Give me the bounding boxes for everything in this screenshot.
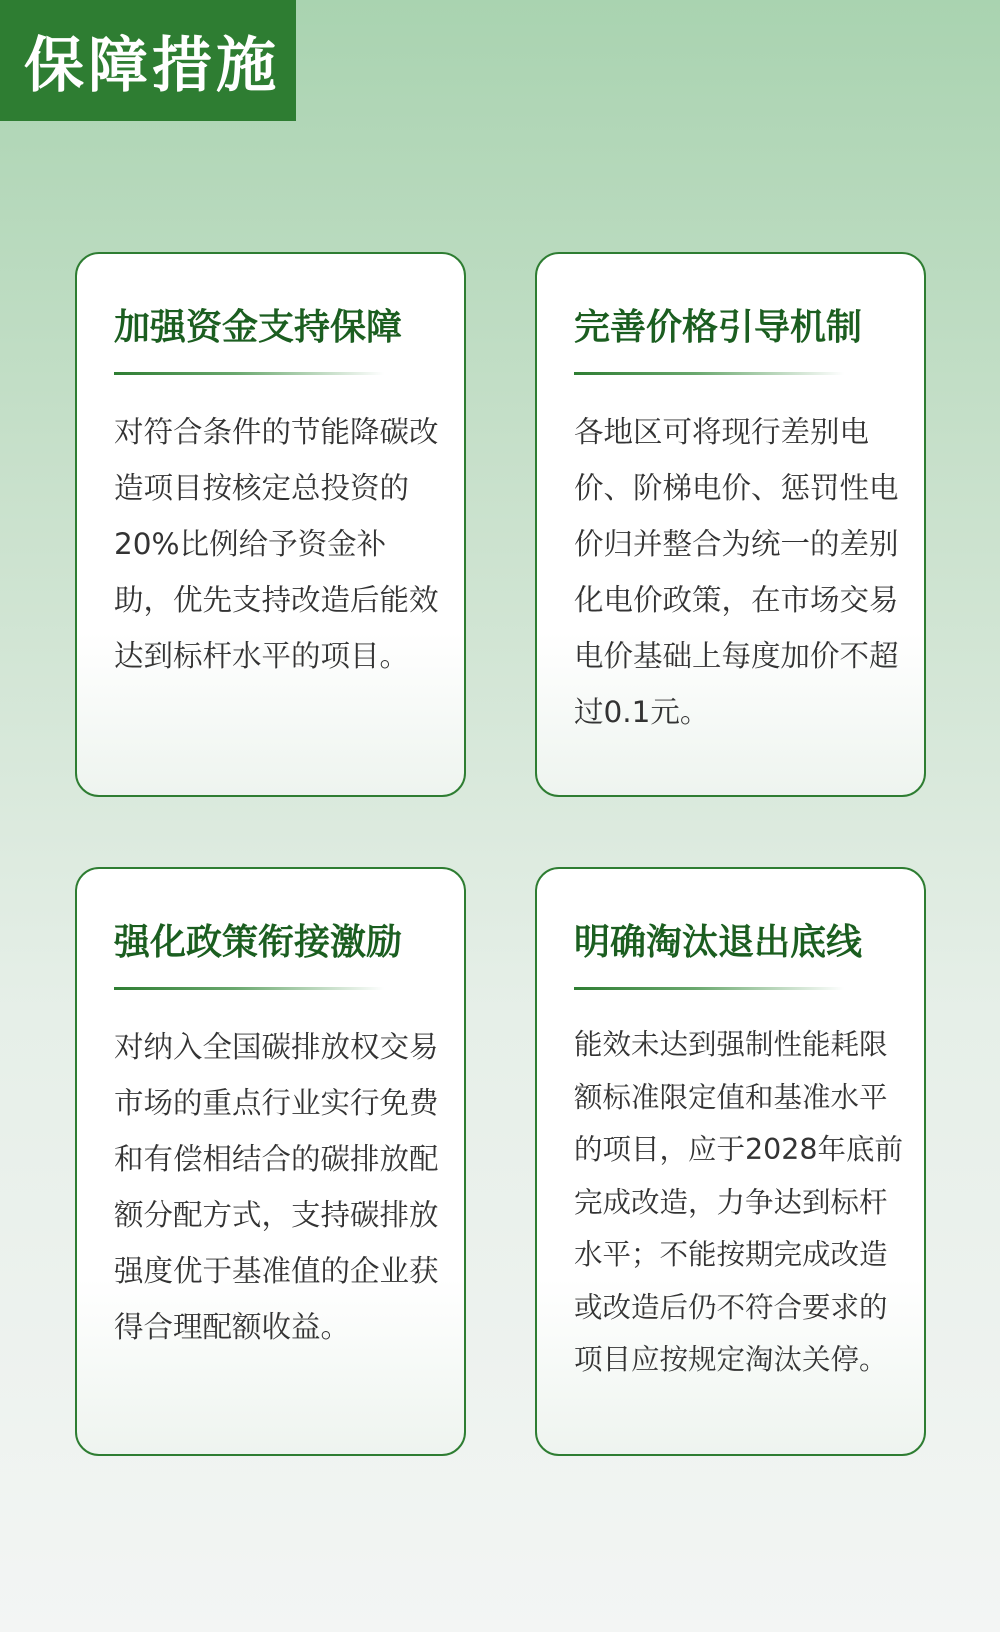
section-title: 保障措施 xyxy=(24,30,280,101)
card-body: 对符合条件的节能降碳改造项目按核定总投资的20%比例给予资金补助，优先支持改造后能效达到标杆水平的项目。 xyxy=(114,415,439,673)
card-divider xyxy=(114,372,384,375)
measure-card-phaseout xyxy=(535,867,926,1456)
measure-card-funding xyxy=(75,252,466,797)
card-title: 加强资金支持保障 xyxy=(114,307,403,348)
card-body: 各地区可将现行差别电价、阶梯电价、惩罚性电价归并整合为统一的差别化电价政策，在市场交易电价基础上每度加价不超过0.1元。 xyxy=(574,415,899,729)
card-divider xyxy=(114,987,384,990)
measure-card-pricing xyxy=(535,252,926,797)
card-body: 能效未达到强制性能耗限额标准限定值和基准水平的项目，应于2028年底前完成改造，力争达到标杆水平；不能按期完成改造或改造后仍不符合要求的项目应按规定淘汰关停。 xyxy=(574,1028,904,1376)
section-title-banner xyxy=(0,0,296,121)
card-title: 明确淘汰退出底线 xyxy=(574,922,863,963)
card-title: 强化政策衔接激励 xyxy=(114,922,403,963)
measure-card-policy xyxy=(75,867,466,1456)
card-divider xyxy=(574,987,844,990)
card-divider xyxy=(574,372,844,375)
card-body: 对纳入全国碳排放权交易市场的重点行业实行免费和有偿相结合的碳排放配额分配方式，支持碳排放强度优于基准值的企业获得合理配额收益。 xyxy=(114,1030,439,1344)
card-title: 完善价格引导机制 xyxy=(574,307,863,348)
